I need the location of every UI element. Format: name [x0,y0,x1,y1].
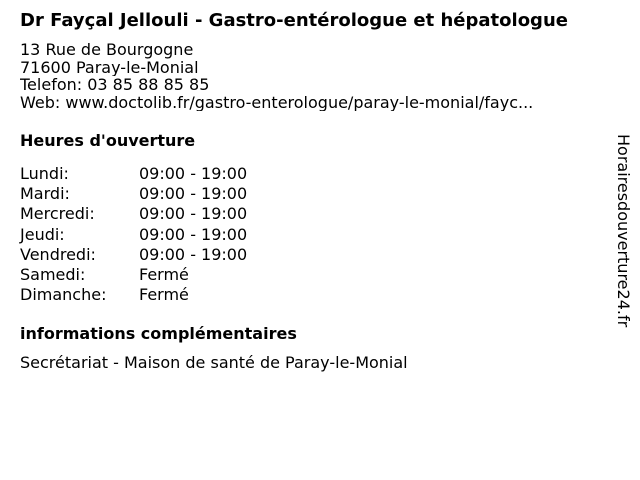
time-value: Fermé [139,285,189,305]
day-label: Mardi: [20,184,70,204]
day-label: Samedi: [20,265,86,285]
opening-hours-table [20,164,610,305]
time-value: 09:00 - 19:00 [139,184,248,204]
hours-row [20,265,610,285]
phone-number: Telefon: 03 85 88 85 85 [20,76,210,94]
hours-row [20,285,610,305]
day-label: Lundi: [20,164,69,183]
day-label: Dimanche: [20,285,107,305]
opening-hours-heading: Heures d'ouverture [20,131,196,150]
time-value: 09:00 - 19:00 [139,204,248,224]
additional-info-text: Secrétariat - Maison de santé de Paray-le-Monial [20,353,408,373]
website-link[interactable]: Web: www.doctolib.fr/gastro-enterologue/paray-le-monial/fayc... [20,93,534,111]
day-label: Jeudi: [20,224,65,244]
hours-row [20,204,610,224]
day-label: Vendredi: [20,244,96,264]
time-value: Fermé [139,265,189,285]
page-title: Dr Fayçal Jellouli - Gastro-entérologue et hépatologue [20,10,568,31]
hours-row [20,225,610,245]
time-value: 09:00 - 19:00 [139,164,248,183]
additional-info-heading: informations complémentaires [20,324,297,344]
hours-row [20,184,610,204]
hours-row [20,164,610,184]
day-label: Mercredi: [20,204,95,224]
time-value: 09:00 - 19:00 [139,244,248,264]
site-watermark: Horairesdouverture24.fr [614,134,633,328]
time-value: 09:00 - 19:00 [139,224,248,244]
hours-row [20,245,610,265]
city-postal: 71600 Paray-le-Monial [20,58,199,76]
street-address: 13 Rue de Bourgogne [20,41,194,59]
contact-block [20,41,610,111]
business-card [20,10,610,373]
